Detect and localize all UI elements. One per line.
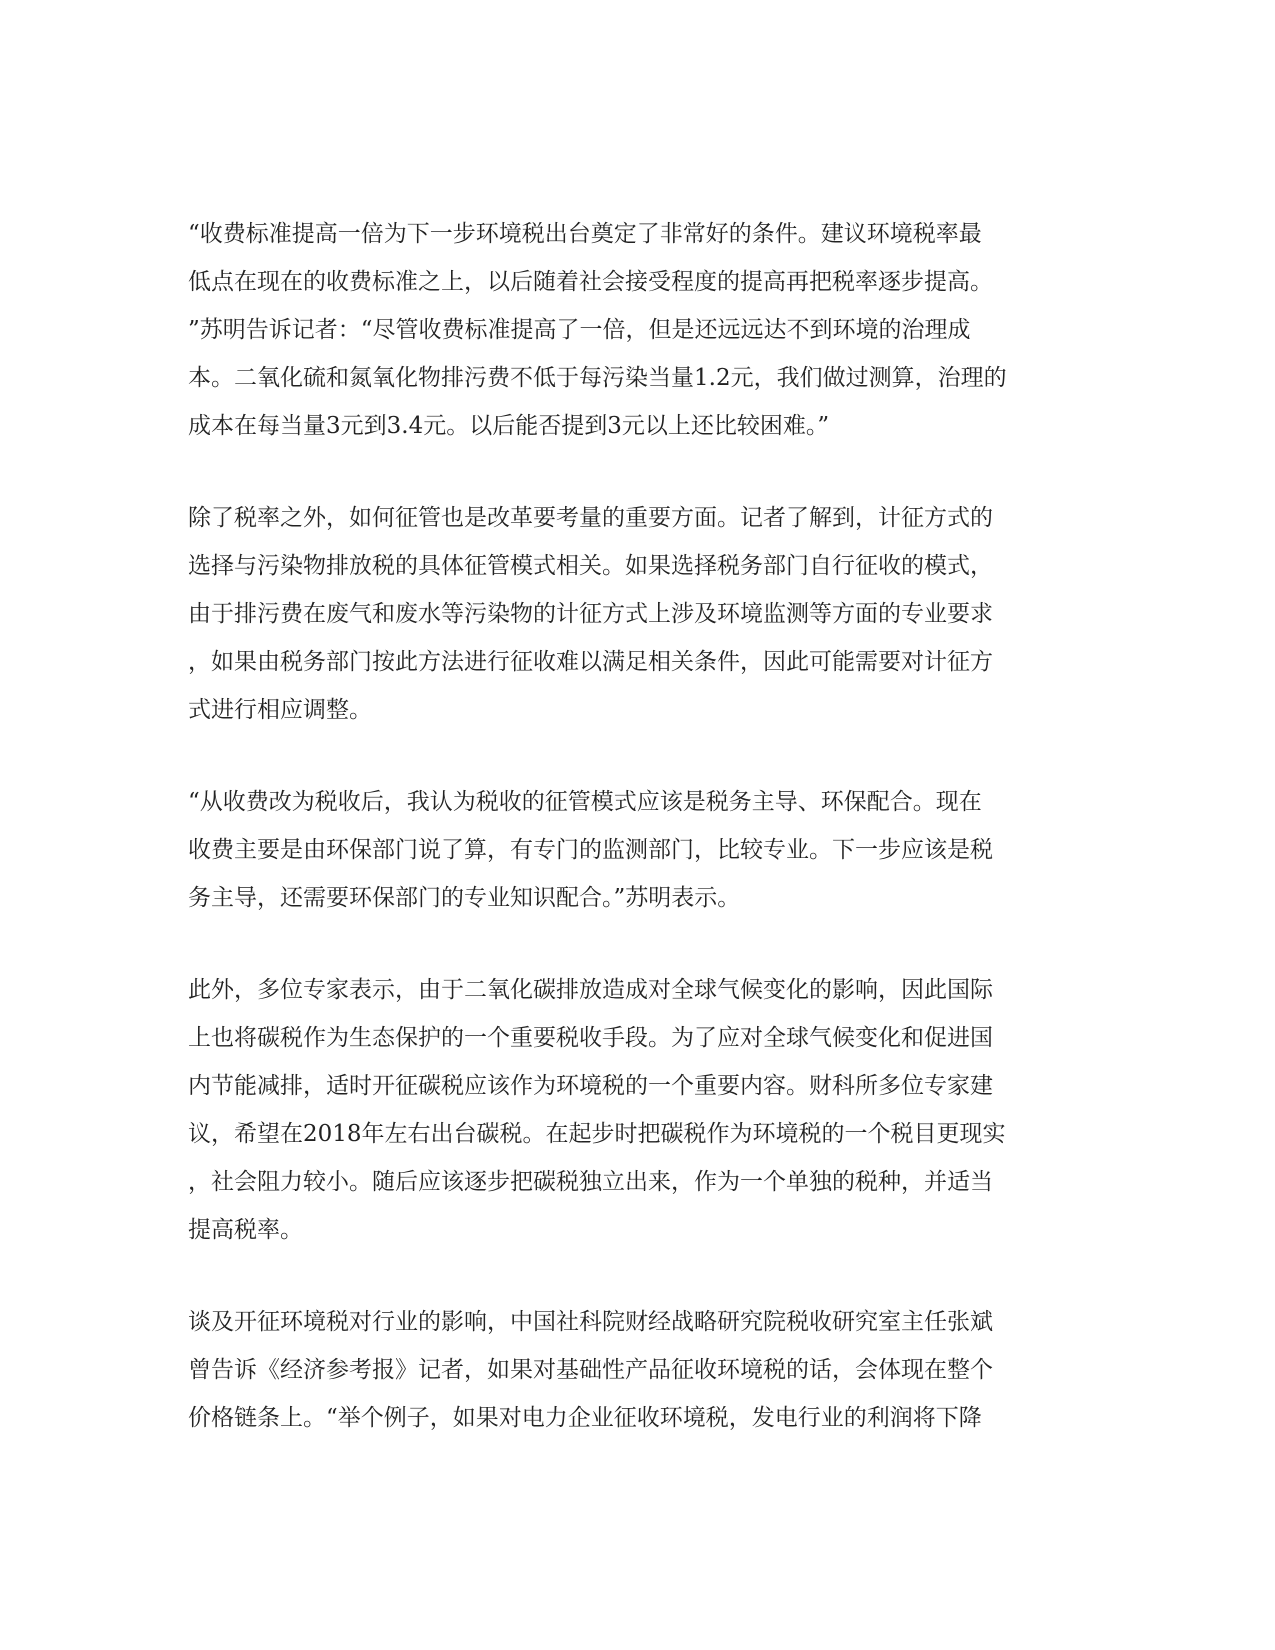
text-line: ”苏明告诉记者：“尽管收费标准提高了一倍，但是还远远达不到环境的治理成 [188,317,971,343]
text-line: 此外，多位专家表示，由于二氧化碳排放造成对全球气候变化的影响，因此国际 [188,977,993,1003]
text-line: ，社会阻力较小。随后应该逐步把碳税独立出来，作为一个单独的税种，并适当 [188,1169,993,1195]
text-line: 议，希望在2018年左右出台碳税。在起步时把碳税作为环境税的一个税目更现实 [188,1121,1006,1147]
text-line: 低点在现在的收费标准之上，以后随着社会接受程度的提高再把税率逐步提高。 [188,269,993,295]
text-line: “从收费改为税收后，我认为税收的征管模式应该是税务主导、环保配合。现在 [188,789,982,815]
text-line: 曾告诉《经济参考报》记者，如果对基础性产品征收环境税的话，会体现在整个 [188,1357,993,1383]
text-line: “收费标准提高一倍为下一步环境税出台奠定了非常好的条件。建议环境税率最 [188,221,982,247]
text-line: 成本在每当量3元到3.4元。以后能否提到3元以上还比较困难。” [188,413,830,439]
text-line: 选择与污染物排放税的具体征管模式相关。如果选择税务部门自行征收的模式， [188,553,993,579]
text-line: 谈及开征环境税对行业的影响，中国社科院财经战略研究院税收研究室主任张斌 [188,1309,993,1335]
text-line: 上也将碳税作为生态保护的一个重要税收手段。为了应对全球气候变化和促进国 [188,1025,993,1051]
document-body [188,210,1068,1486]
text-line: ，如果由税务部门按此方法进行征收难以满足相关条件，因此可能需要对计征方 [188,649,993,675]
paragraph-2 [188,494,1068,734]
paragraph-4 [188,966,1068,1254]
text-line: 收费主要是由环保部门说了算，有专门的监测部门，比较专业。下一步应该是税 [188,837,993,863]
text-line: 价格链条上。“举个例子，如果对电力企业征收环境税，发电行业的利润将下降 [188,1405,982,1431]
text-line: 提高税率。 [188,1217,303,1243]
text-line: 除了税率之外，如何征管也是改革要考量的重要方面。记者了解到，计征方式的 [188,505,993,531]
text-line: 内节能减排，适时开征碳税应该作为环境税的一个重要内容。财科所多位专家建 [188,1073,993,1099]
text-line: 务主导，还需要环保部门的专业知识配合。”苏明表示。 [188,885,741,911]
text-line: 式进行相应调整。 [188,697,372,723]
paragraph-5 [188,1298,1068,1442]
text-line: 由于排污费在废气和废水等污染物的计征方式上涉及环境监测等方面的专业要求 [188,601,993,627]
paragraph-3 [188,778,1068,922]
paragraph-1 [188,210,1068,450]
text-line: 本。二氧化硫和氮氧化物排污费不低于每污染当量1.2元，我们做过测算，治理的 [188,365,1007,391]
